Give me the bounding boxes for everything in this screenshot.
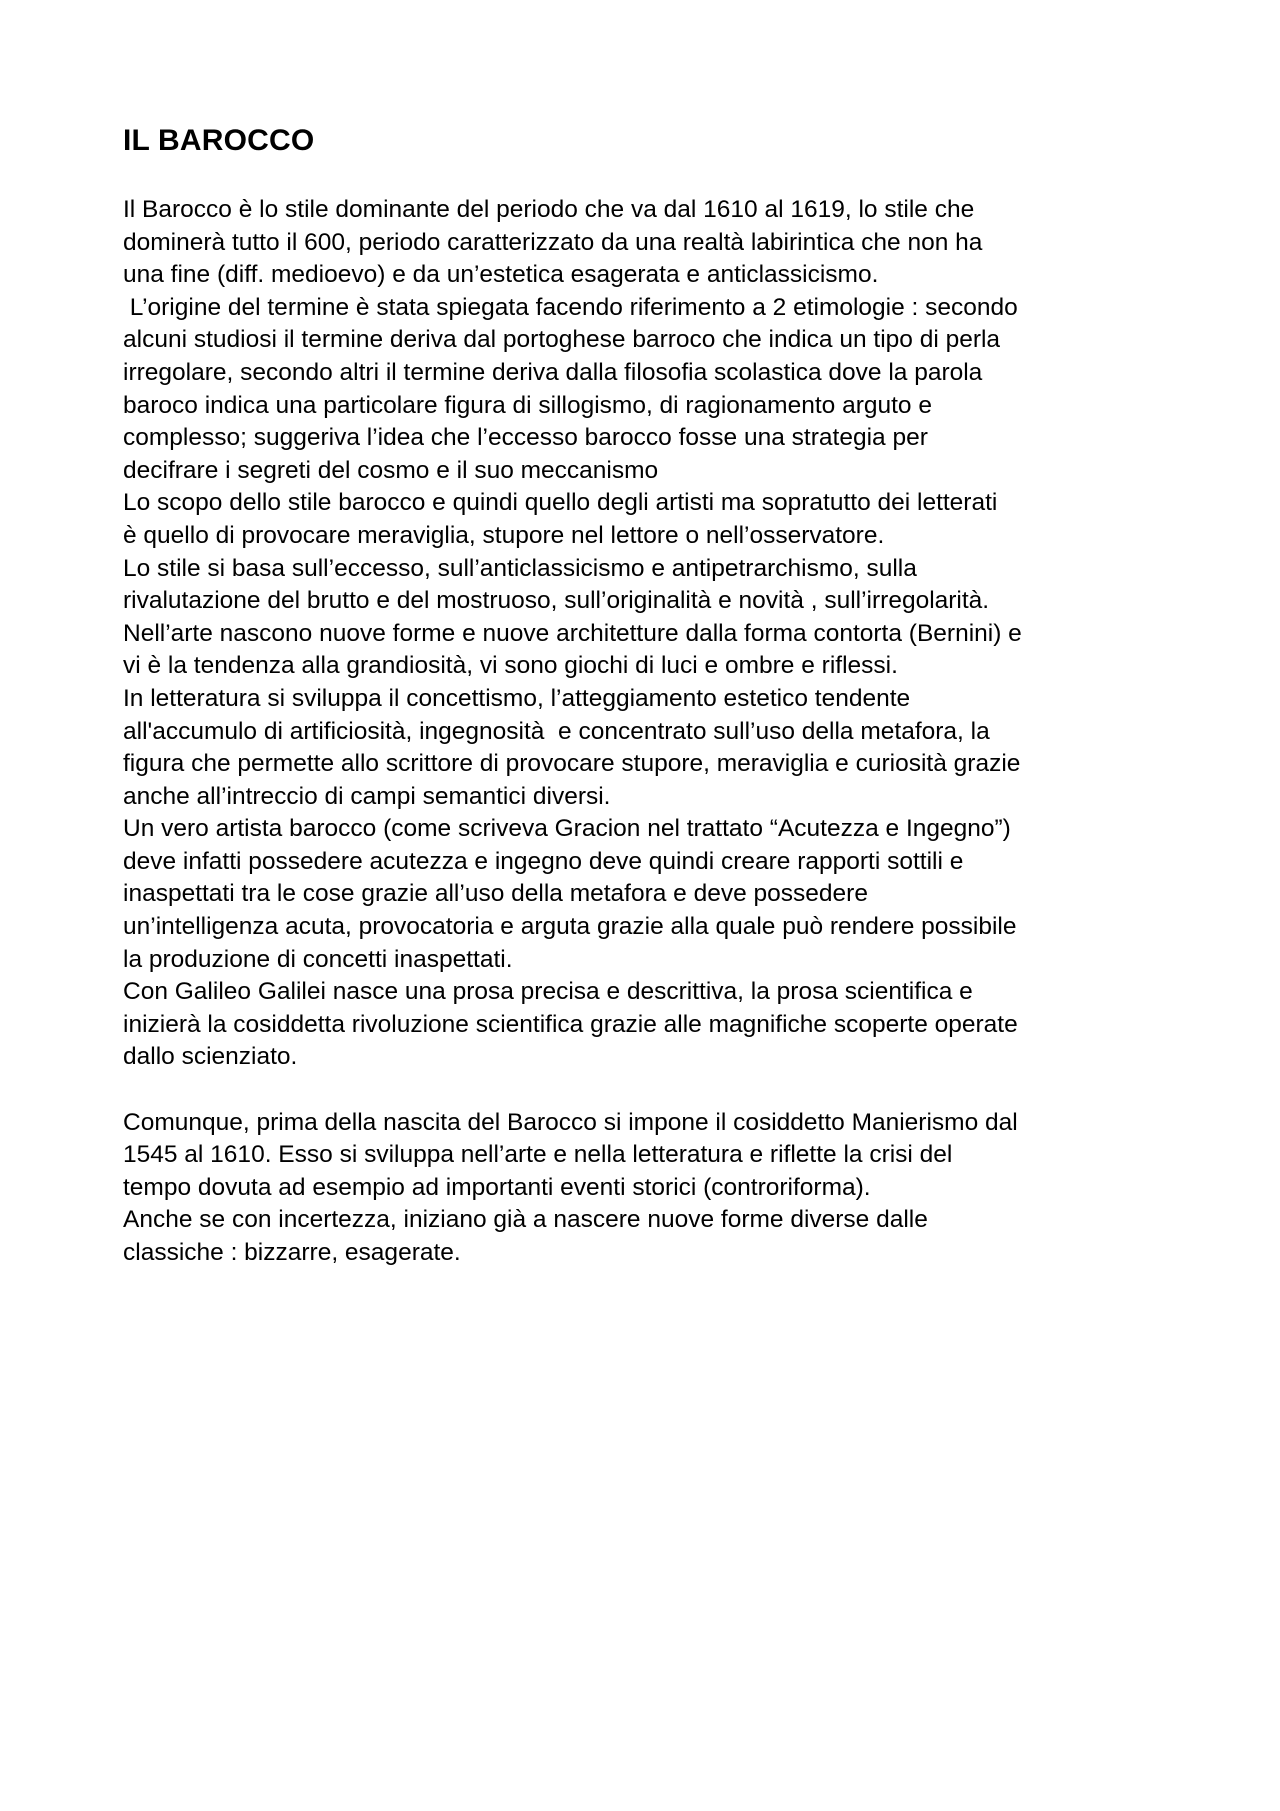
text-line: un’intelligenza acuta, provocatoria e arguta grazie alla quale può rendere possibile [123, 913, 1017, 941]
page-title: IL BAROCCO [123, 124, 315, 157]
paragraph-gap [123, 1074, 1183, 1107]
text-line: dominerà tutto il 600, periodo caratterizzato da una realtà labirintica che non ha [123, 228, 983, 256]
text-line: la produzione di concetti inaspettati. [123, 945, 513, 973]
text-line: 1545 al 1610. Esso si sviluppa nell’arte e nella letteratura e riflette la crisi del [123, 1141, 953, 1169]
text-line: Lo stile si basa sull’eccesso, sull’anticlassicismo e antipetrarchismo, sulla [123, 554, 917, 582]
document-page [123, 122, 1183, 1270]
text-line: figura che permette allo scrittore di provocare stupore, meraviglia e curiosità grazie [123, 750, 1021, 778]
document-body [123, 194, 1183, 1270]
text-line: all'accumulo di artificiosità, ingegnosità e concentrato sull’uso della metafora, la [123, 717, 990, 745]
text-line: deve infatti possedere acutezza e ingegno deve quindi creare rapporti sottili e [123, 847, 964, 875]
text-line: Con Galileo Galilei nasce una prosa precisa e descrittiva, la prosa scientifica e [123, 978, 973, 1006]
text-line: Comunque, prima della nascita del Barocco si impone il cosiddetto Manierismo dal [123, 1108, 1018, 1136]
text-line: L’origine del termine è stata spiegata facendo riferimento a 2 etimologie : secondo [123, 293, 1018, 321]
text-line: Un vero artista barocco (come scriveva Gracion nel trattato “Acutezza e Ingegno”) [123, 815, 1011, 843]
text-line: inizierà la cosiddetta rivoluzione scientifica grazie alle magnifiche scoperte operate [123, 1010, 1018, 1038]
text-line: inaspettati tra le cose grazie all’uso della metafora e deve possedere [123, 880, 868, 908]
text-line: decifrare i segreti del cosmo e il suo meccanismo [123, 456, 659, 484]
text-line: rivalutazione del brutto e del mostruoso, sull’originalità e novità , sull’irregolarità. [123, 587, 990, 615]
text-line: classiche : bizzarre, esagerate. [123, 1239, 461, 1266]
text-line: Il Barocco è lo stile dominante del periodo che va dal 1610 al 1619, lo stile che [123, 196, 975, 223]
text-line: irregolare, secondo altri il termine deriva dalla filosofia scolastica dove la parola [123, 358, 983, 386]
text-line: una fine (diff. medioevo) e da un’estetica esagerata e anticlassicismo. [123, 261, 879, 289]
text-line: anche all’intreccio di campi semantici diversi. [123, 782, 611, 810]
text-line: alcuni studiosi il termine deriva dal portoghese barroco che indica un tipo di perla [123, 326, 1001, 354]
text-line: vi è la tendenza alla grandiosità, vi sono giochi di luci e ombre e riflessi. [123, 652, 898, 680]
text-line: dallo scienziato. [123, 1043, 298, 1071]
text-line: baroco indica una particolare figura di sillogismo, di ragionamento arguto e [123, 391, 932, 419]
text-line: è quello di provocare meraviglia, stupore nel lettore o nell’osservatore. [123, 521, 885, 549]
text-line: Nell’arte nascono nuove forme e nuove architetture dalla forma contorta (Bernini) e [123, 619, 1022, 647]
text-line: Anche se con incertezza, iniziano già a nascere nuove forme diverse dalle [123, 1206, 928, 1234]
text-line: tempo dovuta ad esempio ad importanti eventi storici (controriforma). [123, 1173, 871, 1201]
text-line: In letteratura si sviluppa il concettismo, l’atteggiamento estetico tendente [123, 684, 911, 712]
text-line: Lo scopo dello stile barocco e quindi quello degli artisti ma sopratutto dei letterati [123, 489, 998, 517]
text-line: complesso; suggeriva l’idea che l’eccesso barocco fosse una strategia per [123, 424, 928, 452]
